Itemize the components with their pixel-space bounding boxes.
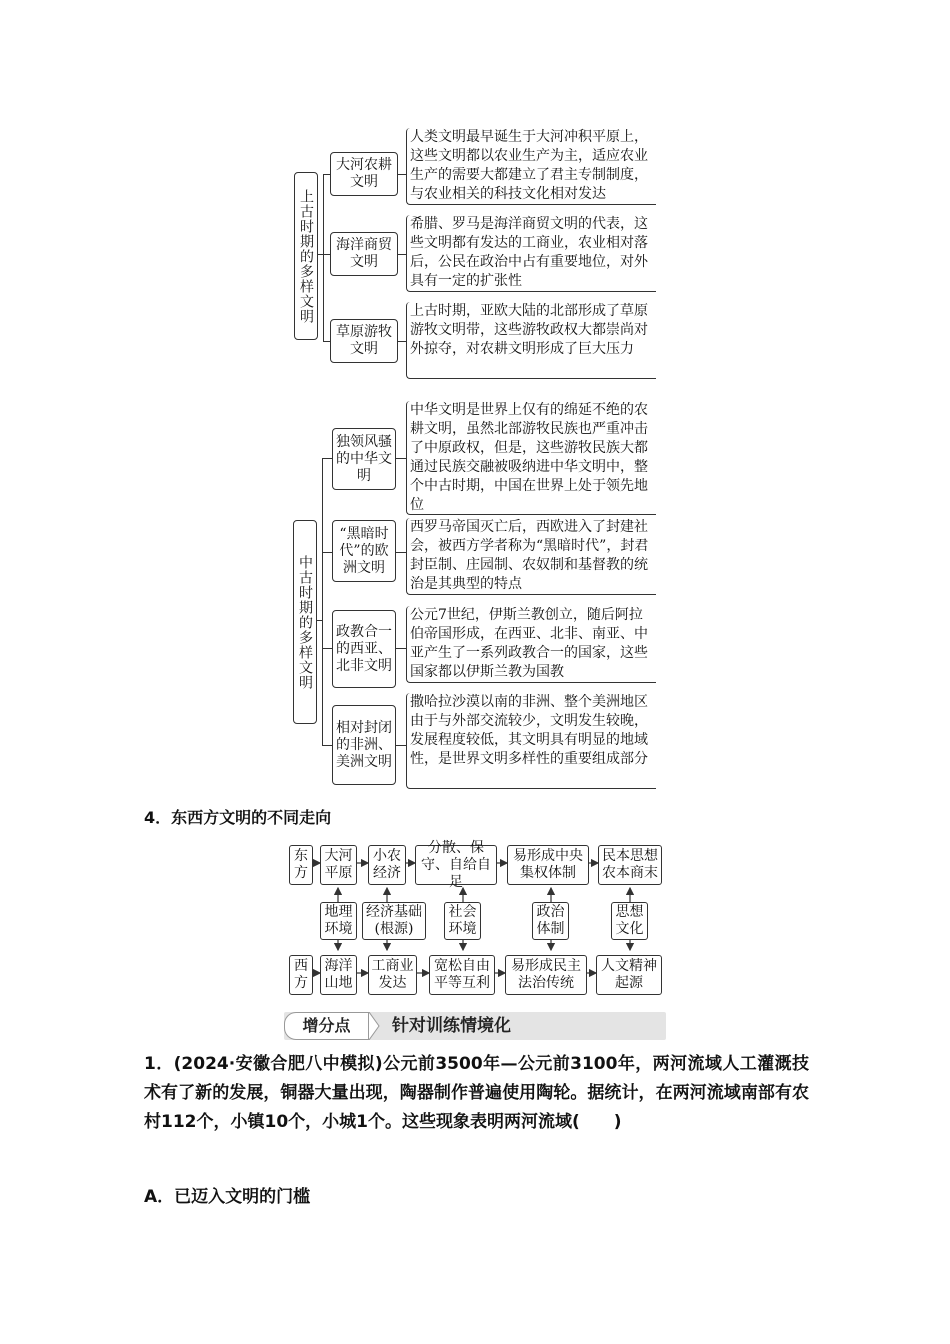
branch-africa-america-civilization <box>332 705 396 785</box>
description-text: 公元7世纪，伊斯兰教创立，随后阿拉伯帝国形成，在西亚、北非、南亚、中亚产生了一系列政教合一的国家，这些国家都以伊斯兰教为国教 <box>410 607 648 680</box>
flow-text: 西方 <box>294 958 308 991</box>
flow-west-free-equal <box>429 955 495 995</box>
connector <box>398 341 406 342</box>
branch-label: 海洋商贸文明 <box>336 237 392 270</box>
branch-label: 大河农耕文明 <box>336 157 392 190</box>
flow-political-system <box>532 902 569 940</box>
branch-chinese-civilization <box>332 428 396 490</box>
medieval-era-title-text: 中古时期的多样文明 <box>297 554 313 690</box>
flow-text: 思想文化 <box>615 904 644 937</box>
flow-west-democracy <box>505 955 587 995</box>
option-a: A．已迈入文明的门槛 <box>144 1187 311 1207</box>
flow-ideology-culture <box>611 902 648 940</box>
flow-east-self-sufficient <box>415 839 497 890</box>
connector <box>322 458 332 459</box>
branch-description <box>406 401 656 515</box>
branch-label: 政教合一的西亚、北非文明 <box>336 623 392 674</box>
banner-title: 针对训练情境化 <box>392 1016 511 1036</box>
branch-west-asia-civilization <box>332 610 396 688</box>
connector <box>322 458 323 746</box>
branch-description <box>406 215 656 292</box>
connector <box>323 174 324 342</box>
connector <box>322 552 332 553</box>
connector <box>398 174 406 175</box>
flow-economic-base <box>362 902 426 940</box>
ancient-era-title-text: 上古时期的多样文明 <box>298 188 314 324</box>
flow-text: 海洋山地 <box>324 958 353 991</box>
branch-description <box>406 606 656 683</box>
flow-text: 工商业发达 <box>371 958 414 991</box>
section-heading: 4．东西方文明的不同走向 <box>144 808 332 827</box>
connector <box>398 254 406 255</box>
connector <box>322 648 332 649</box>
question-text: 1．(2024·安徽合肥八中模拟)公元前3500年—公元前3100年，两河流域人工灌溉技术有了新的发展，铜器大量出现，陶器制作普遍使用陶轮。据统计，在两河流域南部有农村112个，小镇10个，小城1个。这些现象表明两河流域( ) <box>144 1054 809 1132</box>
branch-description <box>406 302 656 379</box>
description-text: 人类文明最早诞生于大河冲积平原上，这些文明都以农业生产为主，适应农业生产的需要大都建立了君主专制制度，与农业相关的科技文化相对发达 <box>410 129 648 202</box>
flow-text: 经济基础(根源) <box>366 904 422 937</box>
flow-east-label <box>289 845 313 885</box>
flow-text: 小农经济 <box>373 848 401 881</box>
connector <box>396 745 406 746</box>
flow-east-river-plain <box>320 845 357 885</box>
branch-label: 独领风骚的中华文明 <box>336 433 392 484</box>
description-text: 撒哈拉沙漠以南的非洲、整个美洲地区由于与外部交流较少，文明发生较晚，发展程度较低，其文明具有明显的地域性，是世界文明多样性的重要组成部分 <box>410 694 648 767</box>
description-text: 希腊、罗马是海洋商贸文明的代表，这些文明都有发达的工商业，农业相对落后，公民在政治中占有重要地位，对外具有一定的扩张性 <box>410 216 648 289</box>
flow-east-centralized <box>507 845 589 885</box>
branch-label: “黑暗时代”的欧洲文明 <box>339 525 389 576</box>
connector <box>396 458 406 459</box>
flow-west-ocean-mountain <box>320 955 357 995</box>
medieval-era-title <box>293 520 317 724</box>
banner-tag: 增分点 <box>284 1012 369 1040</box>
practice-banner <box>284 1012 666 1040</box>
flow-east-small-farming <box>368 845 406 885</box>
branch-label: 相对封闭的非洲、美洲文明 <box>336 719 392 770</box>
branch-european-civilization <box>332 520 396 582</box>
flow-west-label <box>289 955 313 995</box>
connector <box>396 648 406 649</box>
flow-text: 民本思想农本商末 <box>602 848 658 881</box>
flow-text: 地理环境 <box>324 904 353 937</box>
flow-text: 易形成中央集权体制 <box>513 848 583 881</box>
flow-text: 大河平原 <box>324 848 353 881</box>
connector <box>396 552 406 553</box>
branch-description <box>406 693 656 789</box>
connector <box>322 745 332 746</box>
flow-geography <box>320 902 357 940</box>
chevron-right-icon <box>369 1012 389 1040</box>
flow-text: 社会环境 <box>448 904 477 937</box>
description-text: 中华文明是世界上仅有的绵延不绝的农耕文明，虽然北部游牧民族也严重冲击了中原政权，但是，这些游牧民族大都通过民族交融被吸纳进中华文明中，整个中古时期，中国在世界上处于领先地位 <box>410 402 648 513</box>
branch-description <box>406 128 656 205</box>
branch-ocean-civilization <box>330 232 398 276</box>
branch-label: 草原游牧文明 <box>336 324 392 357</box>
ancient-era-title <box>294 172 318 340</box>
flow-east-people-based <box>598 845 662 885</box>
flow-text: 人文精神起源 <box>601 958 657 991</box>
flow-west-humanism <box>596 955 662 995</box>
branch-river-civilization <box>330 152 398 196</box>
flow-west-commerce <box>368 955 417 995</box>
description-text: 西罗马帝国灭亡后，西欧进入了封建社会，被西方学者称为“黑暗时代”，封君封臣制、庄园制、农奴制和基督教的统治是其典型的特点 <box>410 519 649 592</box>
description-text: 上古时期，亚欧大陆的北部形成了草原游牧文明带，这些游牧政权大都崇尚对外掠夺，对农耕文明形成了巨大压力 <box>410 303 648 357</box>
flow-text: 东方 <box>294 848 308 881</box>
flow-text: 政治体制 <box>536 904 565 937</box>
flow-text: 易形成民主法治传统 <box>511 958 581 991</box>
flow-text: 分散、保守、自给自足 <box>421 839 491 890</box>
flow-social-environment <box>444 902 481 940</box>
branch-description <box>406 518 656 595</box>
flow-text: 宽松自由平等互利 <box>434 958 490 991</box>
branch-steppe-civilization <box>330 319 398 363</box>
